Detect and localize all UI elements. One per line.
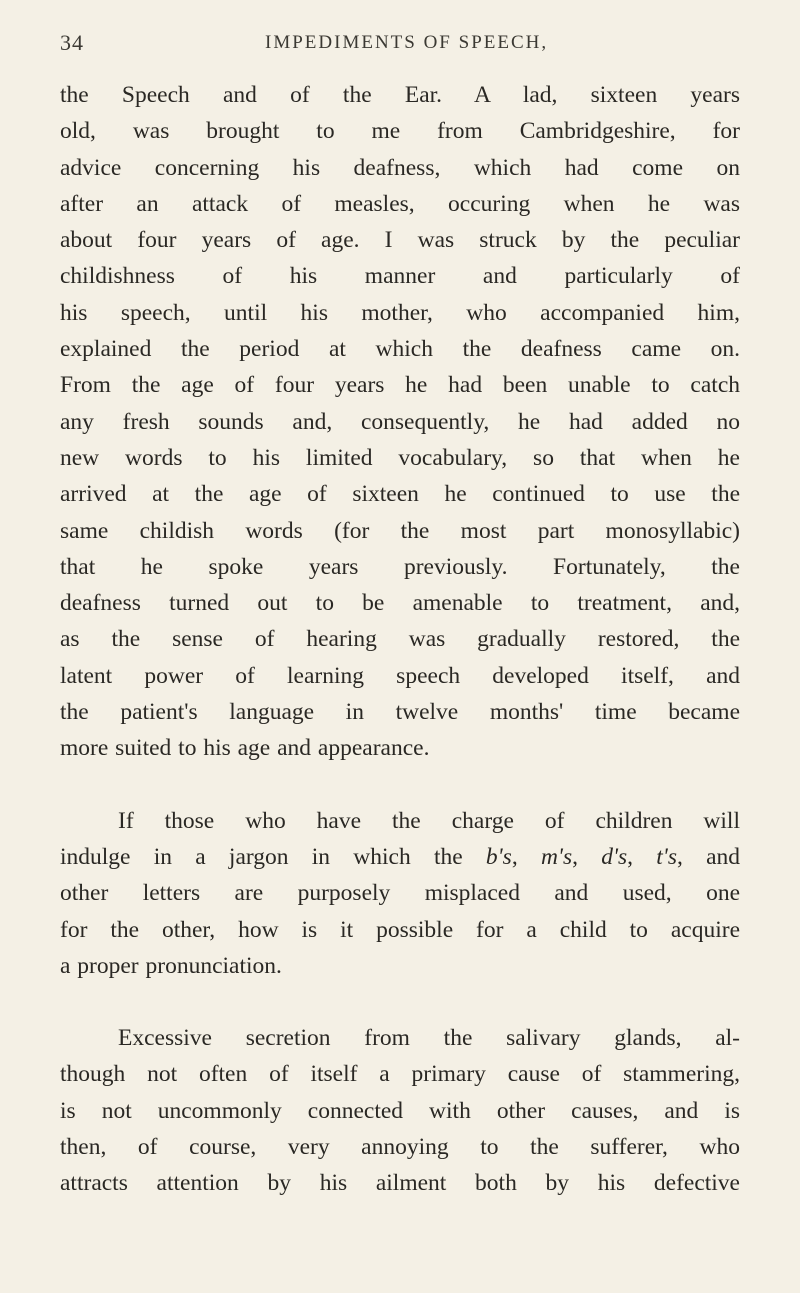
running-head	[60, 30, 740, 66]
text-line: the patient's language in twelve months' time became	[60, 699, 740, 726]
italic-letter-t: t's	[656, 843, 677, 870]
text-line: after an attack of measles, occuring when he was	[60, 190, 740, 217]
text-line: the Speech and of the Ear. A lad, sixteen years	[60, 82, 740, 108]
text-line: latent power of learning speech developed itself, and	[60, 662, 740, 689]
text-line: other letters are purposely misplaced and used, one	[60, 880, 740, 907]
text-line: though not often of itself a primary cause of stammering,	[60, 1061, 740, 1088]
text-line: If those who have the charge of children will	[118, 807, 740, 834]
paragraph-2	[60, 803, 740, 984]
italic-letter-b: b's	[485, 843, 512, 870]
text-line: a proper pronunciation.	[60, 952, 282, 979]
paragraph-3	[60, 1020, 740, 1201]
page-number: 34	[60, 30, 84, 55]
text-segment: ,	[572, 843, 602, 870]
text-line: childishness of his manner and particularly of	[60, 263, 740, 290]
text-segment: ,	[511, 843, 541, 870]
text-line: same childish words (for the most part monosyllabic)	[60, 517, 740, 544]
italic-letter-d: d's	[601, 843, 628, 870]
text-line: deafness turned out to be amenable to treatment, and,	[60, 590, 740, 617]
text-segment: indulge in a jargon in which the	[60, 843, 486, 870]
italic-letter-m: m's	[540, 843, 573, 870]
text-line: Excessive secretion from the salivary glands, al-	[118, 1025, 740, 1052]
text-line: explained the period at which the deafness came on.	[60, 336, 740, 363]
text-line: is not uncommonly connected with other causes, and is	[60, 1097, 740, 1124]
text-line: then, of course, very annoying to the sufferer, who	[60, 1134, 740, 1161]
text-line: advice concerning his deafness, which had come on	[60, 154, 740, 181]
paragraph-spacer	[60, 984, 740, 1020]
text-line-with-italics	[60, 839, 740, 875]
text-line: old, was brought to me from Cambridgeshire, for	[60, 118, 740, 145]
text-line: attracts attention by his ailment both by his defective	[60, 1170, 740, 1197]
text-line: arrived at the age of sixteen he continued to use the	[60, 481, 740, 508]
text-segment: , and	[676, 843, 741, 870]
paragraph-spacer	[60, 767, 740, 803]
paragraph-1	[60, 77, 740, 767]
text-line: as the sense of hearing was gradually restored, the	[60, 626, 740, 653]
text-line: more suited to his age and appearance.	[60, 735, 430, 762]
text-line: about four years of age. I was struck by the peculiar	[60, 227, 740, 254]
text-line: From the age of four years he had been unable to catch	[60, 372, 740, 399]
text-line: new words to his limited vocabulary, so that when he	[60, 444, 740, 471]
text-line: any fresh sounds and, consequently, he had added no	[60, 408, 740, 435]
running-title: IMPEDIMENTS OF SPEECH,	[265, 32, 549, 53]
text-line: that he spoke years previously. Fortunately, the	[60, 553, 740, 580]
text-segment: ,	[627, 843, 657, 870]
text-line: for the other, how is it possible for a child to acquire	[60, 916, 740, 943]
body-text	[60, 77, 740, 1202]
text-line: his speech, until his mother, who accompanied him,	[60, 299, 740, 326]
